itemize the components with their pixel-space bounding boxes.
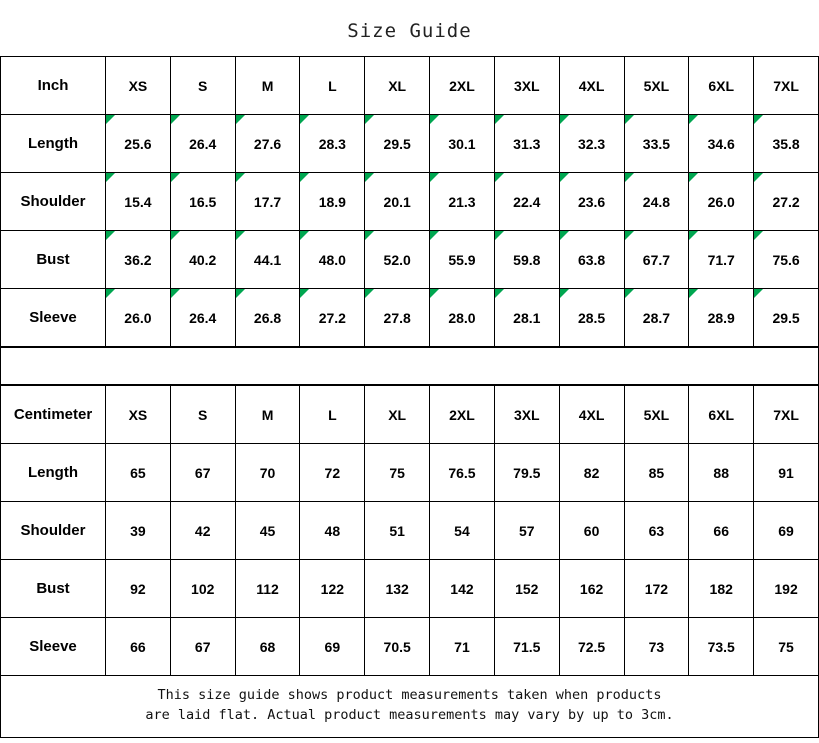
cell-cm-sleeve-4xl: 72.5 <box>559 618 624 676</box>
cell-cm-shoulder-2xl: 54 <box>430 502 495 560</box>
cell-shoulder-4xl: 23.6 <box>559 173 624 231</box>
table-header-row <box>1 386 819 444</box>
table-row <box>1 173 819 231</box>
cell-sleeve-6xl: 28.9 <box>689 289 754 347</box>
cell-cm-sleeve-m: 68 <box>235 618 300 676</box>
cell-sleeve-xl: 27.8 <box>365 289 430 347</box>
size-header-cm-7xl: 7XL <box>754 386 819 444</box>
size-header-3xl: 3XL <box>494 57 559 115</box>
cell-shoulder-6xl: 26.0 <box>689 173 754 231</box>
cell-cm-shoulder-3xl: 57 <box>494 502 559 560</box>
row-label-cm-sleeve: Sleeve <box>1 618 106 676</box>
cell-sleeve-l: 27.2 <box>300 289 365 347</box>
cell-length-m: 27.6 <box>235 115 300 173</box>
cell-bust-s: 40.2 <box>170 231 235 289</box>
cell-cm-bust-4xl: 162 <box>559 560 624 618</box>
cell-cm-bust-xl: 132 <box>365 560 430 618</box>
size-header-s: S <box>170 57 235 115</box>
size-header-cm-5xl: 5XL <box>624 386 689 444</box>
cell-cm-sleeve-6xl: 73.5 <box>689 618 754 676</box>
size-header-cm-6xl: 6XL <box>689 386 754 444</box>
cell-length-7xl: 35.8 <box>754 115 819 173</box>
cell-cm-length-7xl: 91 <box>754 444 819 502</box>
table-row <box>1 618 819 676</box>
cell-length-5xl: 33.5 <box>624 115 689 173</box>
cell-sleeve-4xl: 28.5 <box>559 289 624 347</box>
size-header-5xl: 5XL <box>624 57 689 115</box>
cell-bust-xs: 36.2 <box>106 231 171 289</box>
footer-line-2: are laid flat. Actual product measurements may vary by up to 3cm. <box>145 706 674 723</box>
inch-size-table <box>0 56 819 347</box>
cell-cm-shoulder-l: 48 <box>300 502 365 560</box>
cell-cm-shoulder-6xl: 66 <box>689 502 754 560</box>
cell-length-s: 26.4 <box>170 115 235 173</box>
row-label-cm-bust: Bust <box>1 560 106 618</box>
table-row <box>1 115 819 173</box>
cell-shoulder-xl: 20.1 <box>365 173 430 231</box>
cell-cm-length-4xl: 82 <box>559 444 624 502</box>
footer-line-1: This size guide shows product measurements taken when products <box>157 687 662 703</box>
size-header-7xl: 7XL <box>754 57 819 115</box>
cell-length-3xl: 31.3 <box>494 115 559 173</box>
cell-shoulder-5xl: 24.8 <box>624 173 689 231</box>
size-header-xs: XS <box>106 57 171 115</box>
cell-cm-sleeve-s: 67 <box>170 618 235 676</box>
size-header-cm-4xl: 4XL <box>559 386 624 444</box>
cell-shoulder-xs: 15.4 <box>106 173 171 231</box>
cell-cm-length-2xl: 76.5 <box>430 444 495 502</box>
table-row <box>1 560 819 618</box>
table-row <box>1 289 819 347</box>
cell-cm-shoulder-7xl: 69 <box>754 502 819 560</box>
cell-cm-shoulder-xl: 51 <box>365 502 430 560</box>
size-header-2xl: XL <box>365 57 430 115</box>
row-label-sleeve: Sleeve <box>1 289 106 347</box>
cell-cm-bust-m: 112 <box>235 560 300 618</box>
cell-shoulder-l: 18.9 <box>300 173 365 231</box>
cell-length-6xl: 34.6 <box>689 115 754 173</box>
cell-sleeve-2xl: 28.0 <box>430 289 495 347</box>
cell-cm-sleeve-l: 69 <box>300 618 365 676</box>
size-header-2xl2: 2XL <box>430 57 495 115</box>
row-label-shoulder: Shoulder <box>1 173 106 231</box>
cell-length-2xl: 30.1 <box>430 115 495 173</box>
cell-bust-6xl: 71.7 <box>689 231 754 289</box>
cell-shoulder-s: 16.5 <box>170 173 235 231</box>
cell-length-l: 28.3 <box>300 115 365 173</box>
page-title: Size Guide <box>347 20 472 42</box>
unit-header-centimeter: Centimeter <box>1 386 106 444</box>
cell-cm-bust-3xl: 152 <box>494 560 559 618</box>
table-row <box>1 502 819 560</box>
cell-bust-4xl: 63.8 <box>559 231 624 289</box>
row-label-cm-length: Length <box>1 444 106 502</box>
size-header-cm-m: M <box>235 386 300 444</box>
size-header-cm-3xl: 3XL <box>494 386 559 444</box>
cell-cm-length-m: 70 <box>235 444 300 502</box>
cell-cm-sleeve-xl: 70.5 <box>365 618 430 676</box>
cell-bust-2xl: 55.9 <box>430 231 495 289</box>
cell-shoulder-2xl: 21.3 <box>430 173 495 231</box>
cell-cm-shoulder-m: 45 <box>235 502 300 560</box>
cell-sleeve-s: 26.4 <box>170 289 235 347</box>
table-header-row <box>1 57 819 115</box>
cell-cm-sleeve-5xl: 73 <box>624 618 689 676</box>
cell-sleeve-xs: 26.0 <box>106 289 171 347</box>
size-header-6xl: 6XL <box>689 57 754 115</box>
size-header-m: M <box>235 57 300 115</box>
cell-length-xl: 29.5 <box>365 115 430 173</box>
cell-cm-sleeve-7xl: 75 <box>754 618 819 676</box>
unit-header-inch: Inch <box>1 57 106 115</box>
cell-cm-shoulder-4xl: 60 <box>559 502 624 560</box>
cell-bust-l: 48.0 <box>300 231 365 289</box>
size-header-4xl: 4XL <box>559 57 624 115</box>
cell-bust-xl: 52.0 <box>365 231 430 289</box>
table-row <box>1 444 819 502</box>
size-header-cm-2xl: 2XL <box>430 386 495 444</box>
row-label-length: Length <box>1 115 106 173</box>
cell-cm-length-xs: 65 <box>106 444 171 502</box>
cell-shoulder-m: 17.7 <box>235 173 300 231</box>
cell-shoulder-3xl: 22.4 <box>494 173 559 231</box>
cell-cm-bust-6xl: 182 <box>689 560 754 618</box>
footer-note <box>0 676 819 738</box>
cell-length-4xl: 32.3 <box>559 115 624 173</box>
cell-sleeve-m: 26.8 <box>235 289 300 347</box>
cell-cm-bust-7xl: 192 <box>754 560 819 618</box>
cell-bust-m: 44.1 <box>235 231 300 289</box>
cell-cm-sleeve-2xl: 71 <box>430 618 495 676</box>
cell-cm-length-5xl: 85 <box>624 444 689 502</box>
cell-cm-length-l: 72 <box>300 444 365 502</box>
cell-cm-length-xl: 75 <box>365 444 430 502</box>
cell-bust-3xl: 59.8 <box>494 231 559 289</box>
cell-cm-length-6xl: 88 <box>689 444 754 502</box>
cell-cm-sleeve-xs: 66 <box>106 618 171 676</box>
cell-cm-bust-s: 102 <box>170 560 235 618</box>
size-header-cm-xs: XS <box>106 386 171 444</box>
cell-shoulder-7xl: 27.2 <box>754 173 819 231</box>
cell-cm-shoulder-xs: 39 <box>106 502 171 560</box>
centimeter-size-table <box>0 385 819 676</box>
cell-cm-bust-l: 122 <box>300 560 365 618</box>
row-label-bust: Bust <box>1 231 106 289</box>
size-header-cm-xl: XL <box>365 386 430 444</box>
cell-sleeve-5xl: 28.7 <box>624 289 689 347</box>
cell-cm-bust-xs: 92 <box>106 560 171 618</box>
cell-cm-length-3xl: 79.5 <box>494 444 559 502</box>
cell-length-xs: 25.6 <box>106 115 171 173</box>
cell-bust-7xl: 75.6 <box>754 231 819 289</box>
table-separator <box>0 347 819 385</box>
cell-sleeve-3xl: 28.1 <box>494 289 559 347</box>
size-header-cm-l: L <box>300 386 365 444</box>
cell-cm-shoulder-s: 42 <box>170 502 235 560</box>
cell-sleeve-7xl: 29.5 <box>754 289 819 347</box>
cell-cm-bust-5xl: 172 <box>624 560 689 618</box>
cell-bust-5xl: 67.7 <box>624 231 689 289</box>
cell-cm-bust-2xl: 142 <box>430 560 495 618</box>
size-header-cm-s: S <box>170 386 235 444</box>
cell-cm-sleeve-3xl: 71.5 <box>494 618 559 676</box>
size-header-l: L <box>300 57 365 115</box>
table-row <box>1 231 819 289</box>
cell-cm-shoulder-5xl: 63 <box>624 502 689 560</box>
cell-cm-length-s: 67 <box>170 444 235 502</box>
row-label-cm-shoulder: Shoulder <box>1 502 106 560</box>
